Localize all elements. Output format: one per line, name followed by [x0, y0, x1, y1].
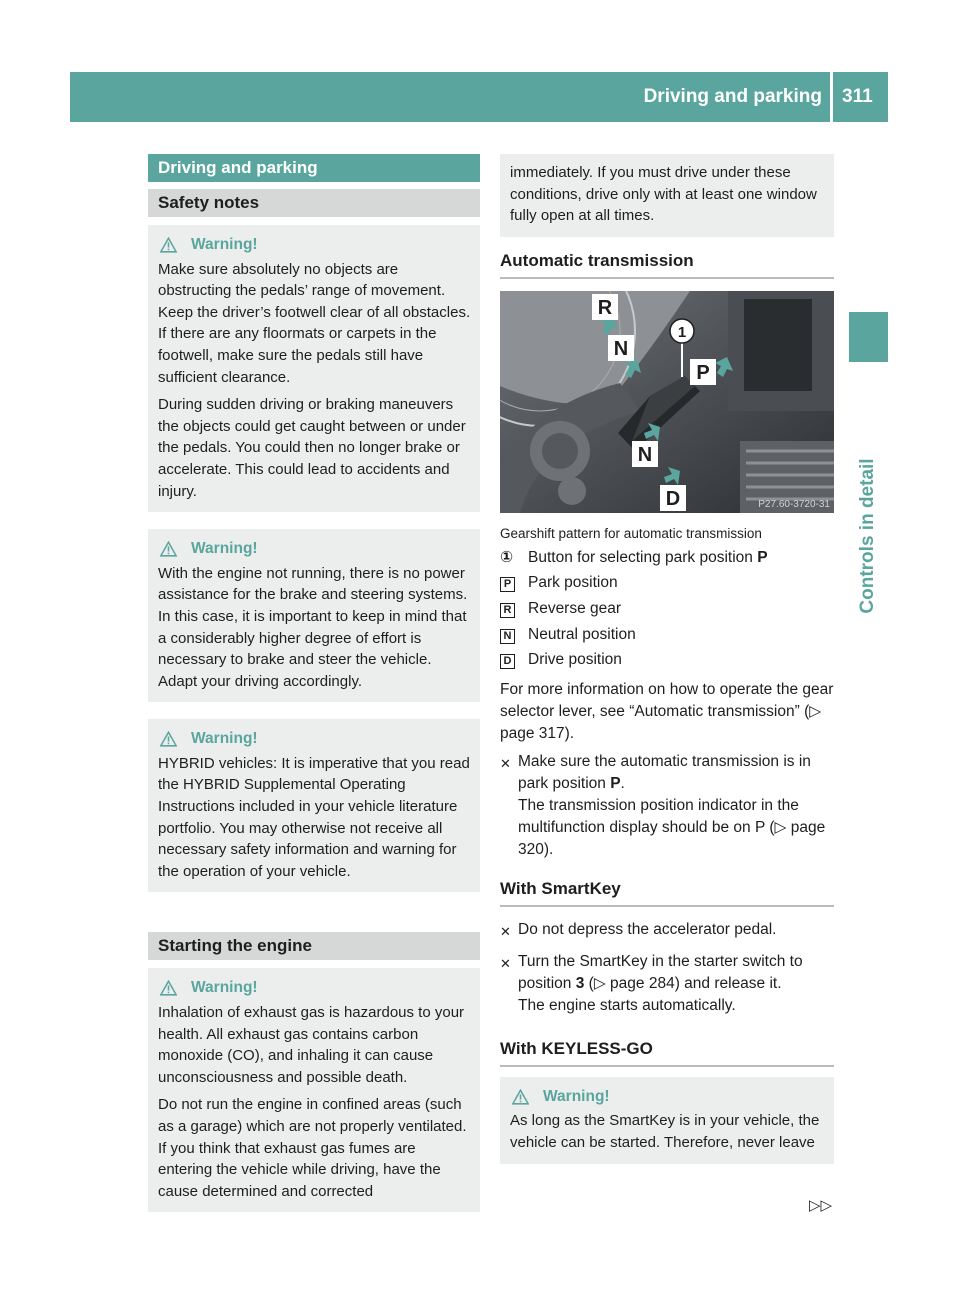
warning-box-keyless — [500, 1077, 834, 1164]
warning-box-exhaust — [148, 968, 480, 1212]
warning-box-hybrid — [148, 719, 480, 892]
step-turn-smartkey: ✕ Turn the SmartKey in the starter switch to position 3 (▷ page 284) and release it. The engine starts automatically. — [500, 951, 834, 1017]
step-arrow-icon: ✕ — [500, 923, 511, 939]
warning-box-power-assist — [148, 529, 480, 702]
header-band — [70, 72, 888, 122]
left-column — [148, 154, 480, 1212]
warning-header: Warning! — [158, 234, 472, 256]
photo-code: P27.60-3720-31 — [758, 498, 830, 510]
legend-key-d: D — [500, 647, 528, 673]
warning-triangle-icon — [160, 541, 177, 557]
legend-item: R Reverse gear — [500, 596, 834, 622]
warning-header: Warning! — [158, 538, 472, 560]
with-smartkey-heading: With SmartKey — [500, 879, 834, 907]
warning-triangle-icon — [160, 731, 177, 747]
gear-letter-d: D — [665, 487, 681, 510]
step-arrow-icon: ✕ — [500, 755, 511, 771]
legend-item: N Neutral position — [500, 622, 834, 648]
warning-triangle-icon — [512, 1089, 529, 1105]
automatic-transmission-heading: Automatic transmission — [500, 251, 834, 279]
header-divider — [830, 72, 833, 122]
gear-letter-r: R — [597, 296, 613, 319]
warning-box-continued — [500, 154, 834, 237]
warning-text: HYBRID vehicles: It is imperative that you read the HYBRID Supplemental Operating Instructions included in your vehicle literature portfolio. You may otherwise not receive all necessary safety information and warning for the operation of your vehicle. — [158, 754, 470, 880]
warning-text: Inhalation of exhaust gas is hazardous to your health. All exhaust gas contains carbon monoxide (CO), and inhaling it can cause unconsciousness and possible death. — [158, 1004, 465, 1086]
continued-marker: ▷▷ — [809, 1197, 833, 1214]
warning-text: During sudden driving or braking maneuvers the objects could get caught between or under the pedals. You could then no longer brake or accelerate. This could lead to accidents and injury. — [158, 396, 466, 500]
callout-number: 1 — [677, 323, 687, 341]
legend-list — [500, 545, 834, 673]
warning-text: immediately. If you must drive under these conditions, drive only with at least one window fully open at all times. — [510, 164, 817, 225]
step-arrow-icon: ✕ — [500, 955, 511, 971]
warning-text: Do not run the engine in confined areas (such as a garage) which are not properly ventilated. If you think that exhaust gas fumes are entering the vehicle while driving, have the cause determined and corrected — [158, 1096, 467, 1200]
gearshift-photo — [500, 291, 834, 513]
legend-key-n: N — [500, 622, 528, 648]
warning-header: Warning! — [158, 977, 472, 999]
warning-triangle-icon — [160, 237, 177, 253]
warning-box-pedals — [148, 225, 480, 512]
step-accelerator: ✕ Do not depress the accelerator pedal. — [500, 919, 834, 943]
warning-text: As long as the SmartKey is in your vehicle, the vehicle can be started. Therefore, never leave — [510, 1112, 820, 1151]
warning-text: Make sure absolutely no objects are obstructing the pedals’ range of movement. Keep the driver’s footwell clear of all obstacles. If there are any floormats or carpets in the footwell, make sure the pedals still have sufficient clearance. — [158, 260, 471, 386]
warning-text: With the engine not running, there is no power assistance for the brake and steering systems. In this case, it is important to keep in mind that a considerably higher degree of effort is necessary to brake and steer the vehicle. Adapt your driving accordingly. — [158, 564, 468, 690]
legend-item: P Park position — [500, 570, 834, 596]
gearshift-illustration — [500, 291, 834, 513]
figure-caption: Gearshift pattern for automatic transmission — [500, 525, 762, 541]
legend-key-p: P — [500, 570, 528, 596]
header-section-title: Driving and parking — [643, 86, 822, 107]
side-tab-marker — [849, 312, 888, 362]
legend-item: D Drive position — [500, 647, 834, 673]
more-info-paragraph: For more information on how to operate the gear selector lever, see “Automatic transmission” (▷ page 317). — [500, 680, 834, 742]
warning-header: Warning! — [510, 1086, 826, 1108]
main-heading: Driving and parking — [148, 154, 480, 182]
warning-triangle-icon — [160, 980, 177, 996]
gear-letter-p: P — [696, 361, 710, 384]
with-keyless-go-heading: With KEYLESS-GO — [500, 1039, 834, 1067]
gear-letter-n: N — [613, 337, 629, 360]
step-park-position: ✕ Make sure the automatic transmission is in park position P. The transmission position indicator in the multifunction display should be on P (▷ page 320). — [500, 751, 834, 861]
legend-key-r: R — [500, 596, 528, 622]
gear-letter-n-lower: N — [637, 443, 653, 466]
warning-header: Warning! — [158, 728, 472, 750]
page-number: 311 — [842, 86, 873, 107]
safety-notes-heading: Safety notes — [148, 189, 480, 217]
legend-key-1: ① — [500, 548, 514, 566]
right-column — [500, 154, 834, 1164]
starting-engine-heading: Starting the engine — [148, 932, 480, 960]
legend-item: ① Button for selecting park position P — [500, 545, 834, 571]
side-tab-label: Controls in detail — [857, 458, 878, 614]
